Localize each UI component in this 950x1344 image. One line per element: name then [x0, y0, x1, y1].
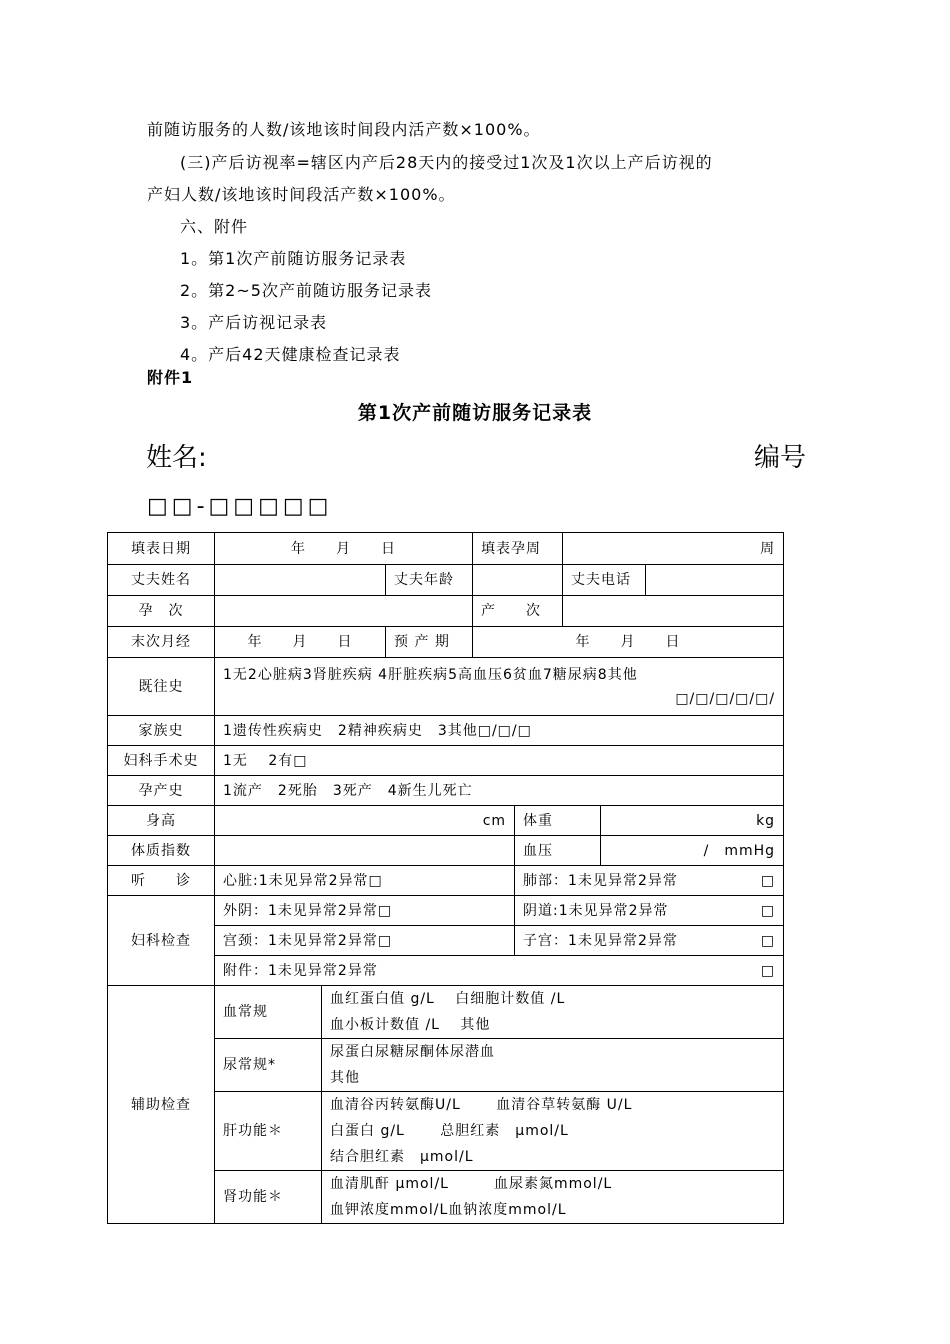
- urine-routine-values[interactable]: [322, 1039, 784, 1092]
- past-history-label: 既往史: [108, 658, 215, 716]
- attachment-item-1: 1。第1次产前随访服务记录表: [180, 249, 407, 268]
- weight-value[interactable]: kg: [601, 806, 784, 836]
- husband-phone-value[interactable]: [646, 565, 784, 596]
- heart-option[interactable]: 心脏:1未见异常2异常□: [215, 866, 515, 896]
- gravidity-value[interactable]: [215, 596, 473, 627]
- gravidity-label: 孕 次: [108, 596, 215, 627]
- form-title: 第1次产前随访服务记录表: [357, 402, 593, 424]
- attachment-item-4: 4。产后42天健康检查记录表: [180, 345, 401, 364]
- attachment-item-3: 3。产后访视记录表: [180, 313, 328, 332]
- attachment-item-2: 2。第2~5次产前随访服务记录表: [180, 281, 432, 300]
- husband-name-value[interactable]: [215, 565, 386, 596]
- obstetric-history-options[interactable]: 1流产 2死胎 3死产 4新生儿死亡: [215, 776, 784, 806]
- intro-line-3: 产妇人数/该地该时间段活产数×100%。: [147, 185, 456, 204]
- urine-line-1: 尿蛋白尿糖尿酮体尿潜血: [330, 1044, 495, 1060]
- fill-date-label: 填表日期: [108, 533, 215, 565]
- adnexa-option[interactable]: [215, 956, 784, 986]
- gyn-exam-label: 妇科检查: [108, 896, 215, 986]
- height-value[interactable]: cm: [215, 806, 515, 836]
- parity-value[interactable]: [563, 596, 784, 627]
- lmp-label: 末次月经: [108, 627, 215, 658]
- husband-age-label: 丈夫年龄: [386, 565, 473, 596]
- urine-line-2: 其他: [330, 1070, 360, 1086]
- adnexa-checkbox[interactable]: □: [760, 962, 776, 979]
- vagina-checkbox[interactable]: □: [760, 902, 776, 919]
- kidney-function-values[interactable]: [322, 1171, 784, 1224]
- aux-exam-label: 辅助检查: [108, 986, 215, 1224]
- husband-name-label: 丈夫姓名: [108, 565, 215, 596]
- fill-date-value[interactable]: 年 月 日: [215, 533, 473, 565]
- past-history-options[interactable]: [215, 658, 784, 716]
- adnexa-text: 附件：1未见异常2异常: [223, 962, 378, 979]
- family-history-label: 家族史: [108, 716, 215, 746]
- fill-week-value[interactable]: 周: [563, 533, 784, 565]
- name-label: 姓名:: [146, 443, 207, 473]
- blood-line-1: 血红蛋白值 g/L 白细胞计数值 /L: [330, 991, 566, 1007]
- intro-line-2: (三)产后访视率=辖区内产后28天内的接受过1次及1次以上产后访视的: [180, 153, 713, 172]
- gyn-surgery-label: 妇科手术史: [108, 746, 215, 776]
- blood-line-2: 血小板计数值 /L 其他: [330, 1017, 491, 1033]
- intro-line-1: 前随访服务的人数/该地该时间段内活产数×100%。: [147, 120, 541, 139]
- family-history-options[interactable]: 1遗传性疾病史 2精神疾病史 3其他□/□/□: [215, 716, 784, 746]
- bmi-label: 体质指数: [108, 836, 215, 866]
- id-boxes: □□-□□□□□: [147, 494, 333, 519]
- vulva-option[interactable]: 外阴：1未见异常2异常□: [215, 896, 515, 926]
- section-heading: 六、附件: [180, 217, 249, 236]
- liver-function-label: 肝功能＊: [215, 1092, 322, 1171]
- vagina-option[interactable]: [515, 896, 784, 926]
- vagina-text: 阴道:1未见异常2异常: [523, 902, 669, 919]
- urine-routine-label: 尿常规*: [215, 1039, 322, 1092]
- liver-line-2: 白蛋白 g/L 总胆红素 μmol/L: [330, 1123, 569, 1139]
- fill-week-label: 填表孕周: [473, 533, 563, 565]
- uterus-checkbox[interactable]: □: [760, 932, 776, 949]
- record-table: [107, 532, 784, 1224]
- lmp-value[interactable]: 年 月 日: [215, 627, 386, 658]
- kidney-function-label: 肾功能＊: [215, 1171, 322, 1224]
- kidney-line-2: 血钾浓度mmol/L血钠浓度mmol/L: [330, 1202, 567, 1218]
- husband-age-value[interactable]: [473, 565, 563, 596]
- liver-function-values[interactable]: [322, 1092, 784, 1171]
- husband-phone-label: 丈夫电话: [563, 565, 646, 596]
- lung-option[interactable]: [515, 866, 784, 896]
- past-history-boxes[interactable]: □/□/□/□/□/: [675, 690, 776, 707]
- uterus-text: 子宫：1未见异常2异常: [523, 932, 678, 949]
- weight-label: 体重: [515, 806, 601, 836]
- auscultation-label: 听 诊: [108, 866, 215, 896]
- gyn-surgery-options[interactable]: 1无 2有□: [215, 746, 784, 776]
- attachment-label: 附件1: [147, 368, 194, 387]
- bmi-value[interactable]: [215, 836, 515, 866]
- parity-label: 产 次: [473, 596, 563, 627]
- edd-label: 预 产 期: [386, 627, 473, 658]
- bp-value[interactable]: / mmHg: [601, 836, 784, 866]
- height-label: 身高: [108, 806, 215, 836]
- number-label: 编号: [754, 443, 807, 473]
- uterus-option[interactable]: [515, 926, 784, 956]
- liver-line-1: 血清谷丙转氨酶U/L 血清谷草转氨酶 U/L: [330, 1097, 633, 1113]
- cervix-option[interactable]: 宫颈：1未见异常2异常□: [215, 926, 515, 956]
- obstetric-history-label: 孕产史: [108, 776, 215, 806]
- bp-label: 血压: [515, 836, 601, 866]
- blood-routine-label: 血常规: [215, 986, 322, 1039]
- past-history-text: 1无2心脏病3肾脏疾病 4肝脏疾病5高血压6贫血7糖尿病8其他: [223, 666, 638, 683]
- kidney-line-1: 血清肌酐 μmol/L 血尿素氮mmol/L: [330, 1176, 613, 1192]
- lung-checkbox[interactable]: □: [760, 872, 776, 889]
- liver-line-3: 结合胆红素 μmol/L: [330, 1149, 474, 1165]
- lung-text: 肺部：1未见异常2异常: [523, 872, 678, 889]
- edd-value[interactable]: 年 月 日: [473, 627, 784, 658]
- blood-routine-values[interactable]: [322, 986, 784, 1039]
